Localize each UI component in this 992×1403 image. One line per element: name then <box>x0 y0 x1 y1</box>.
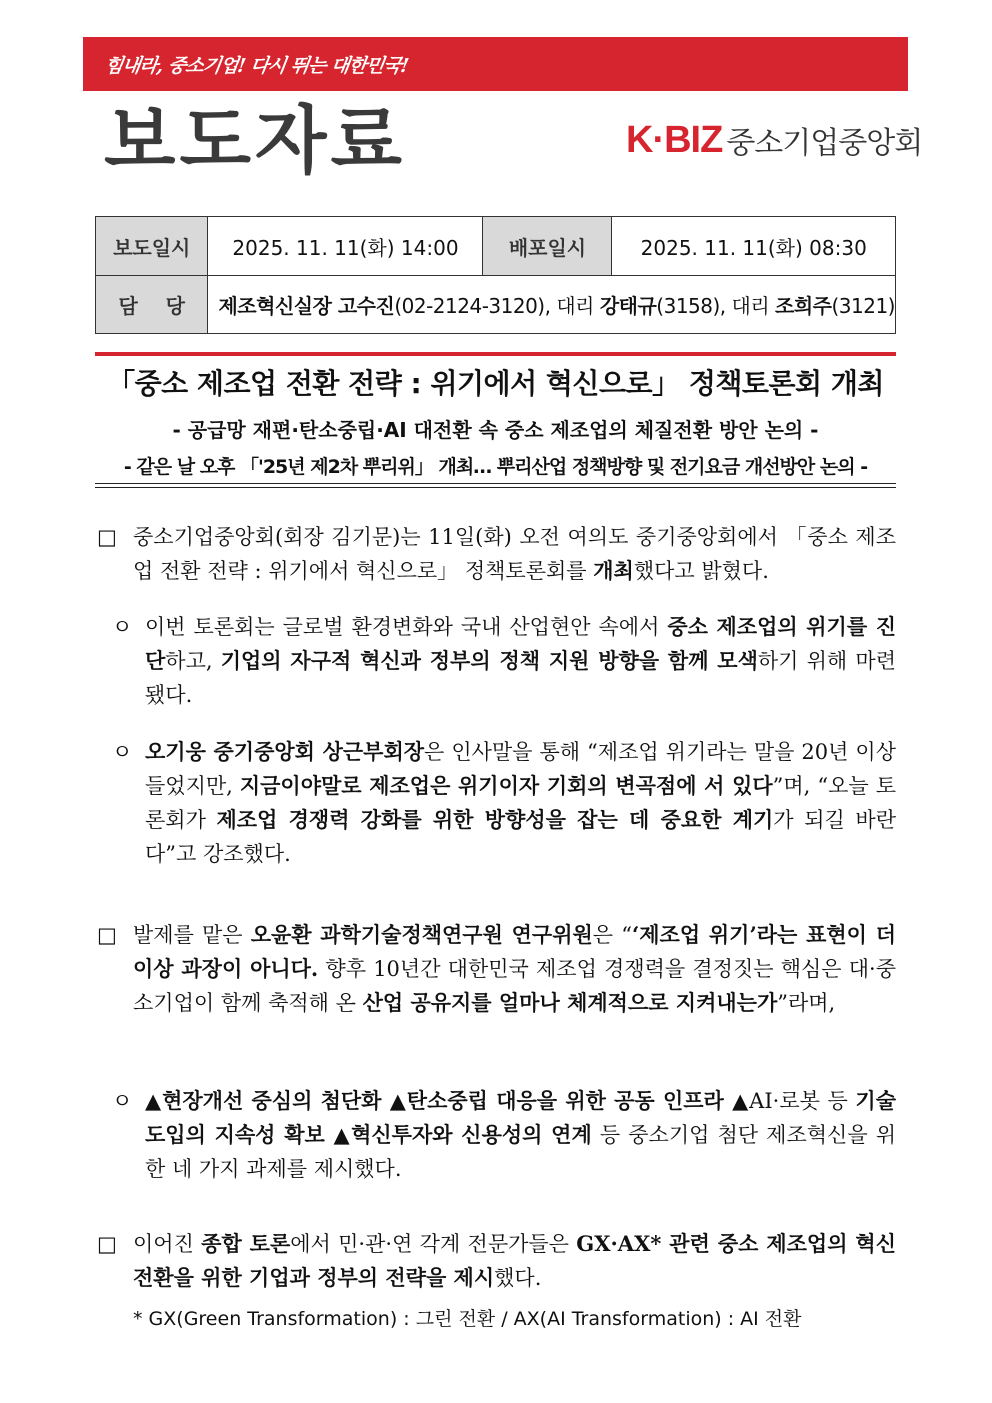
contact-2: 강태규 <box>599 294 657 318</box>
circle-bullet: ㅇ <box>112 615 133 639</box>
kbiz-logo <box>626 116 922 164</box>
page-title: 보도자료 <box>104 98 406 184</box>
paragraph-4: 발제를 맡은 오윤환 과학기술정책연구원 연구위원은 “‘제조업 위기’라는 표현이 더 이상 과장이 아니다. 향후 10년간 대한민국 제조업 경쟁력을 결정짓는 핵심은 대·중소기업이 함께 축적해 온 산업 공유지를 얼마나 체계적으로 지켜내는가”라며, <box>133 922 897 1015</box>
red-divider <box>95 352 896 356</box>
divider-line <box>95 487 896 488</box>
top-banner <box>83 37 908 91</box>
release-date-label: 보도일시 <box>96 217 208 276</box>
subheadline-2: - 같은 날 오후 「'25년 제2차 뿌리위」 개최… 뿌리산업 정책방향 및 전기요금 개선방안 논의 - <box>123 456 868 478</box>
circle-bullet: ㅇ <box>112 1089 133 1113</box>
paragraph-6: 이어진 종합 토론에서 민·관·연 각계 전문가들은 GX·AX* 관련 중소 제조업의 혁신 전환을 위한 기업과 정부의 전략을 제시했다. <box>133 1231 896 1290</box>
contact-info: 제조혁신실장 고수진(02-2124-3120), 대리 강태규(3158), 대리 조희주(3121) <box>208 276 896 334</box>
box-bullet: □ <box>97 525 117 549</box>
logo-mark: K·BIZ <box>626 118 723 161</box>
box-bullet: □ <box>97 1232 117 1256</box>
paragraph-5: ▲현장개선 중심의 첨단화 ▲탄소중립 대응을 위한 공동 인프라 ▲AI·로봇 등 기술도입의 지속성 확보 ▲혁신투자와 신용성의 연계 등 중소기업 첨단 제조혁신을 위한 네 가지 과제를 제시했다. <box>145 1088 897 1181</box>
divider-line <box>95 483 896 484</box>
paragraph-2: 이번 토론회는 글로벌 환경변화와 국내 산업현안 속에서 중소 제조업의 위기를 진단하고, 기업의 자구적 혁신과 정부의 정책 지원 방향을 함께 모색하기 위해 마련됐다. <box>145 614 896 707</box>
banner-slogan: 힘내라, 중소기업! 다시 뛰는 대한민국! <box>103 55 410 77</box>
release-date-value: 2025. 11. 11(화) 14:00 <box>208 217 483 276</box>
subheadline-1: - 공급망 재편·탄소중립·AI 대전환 속 중소 제조업의 체질전환 방안 논의 - <box>172 418 819 442</box>
footnote: * GX(Green Transformation) : 그린 전환 / AX(AI Transformation) : AI 전환 <box>133 1308 802 1330</box>
circle-bullet: ㅇ <box>112 740 133 764</box>
release-info-table <box>95 216 896 334</box>
paragraph-1: 중소기업중앙회(회장 김기문)는 11일(화) 오전 여의도 중기중앙회에서 「중소 제조업 전환 전략 : 위기에서 혁신으로」 정책토론회를 개최했다고 밝혔다. <box>133 525 896 583</box>
contact-3: 조희주 <box>775 294 832 318</box>
distribute-date-value: 2025. 11. 11(화) 08:30 <box>612 217 896 276</box>
contact-label: 담 당 <box>96 276 208 334</box>
logo-org-name: 중소기업중앙회 <box>726 126 923 161</box>
paragraph-3: 오기웅 중기중앙회 상근부회장은 인사말을 통해 “제조업 위기라는 말을 20년 이상 들었지만, 지금이야말로 제조업은 위기이자 기회의 변곡점에 서 있다”며, “오늘 토론회가 제조업 경쟁력 강화를 위한 방향성을 잡는 데 중요한 계기가 되길 바란다”고 강조했다. <box>145 739 896 866</box>
contact-1: 제조혁신실장 고수진 <box>218 294 395 318</box>
headline: 「중소 제조업 전환 전략 : 위기에서 혁신으로」 정책토론회 개최 <box>107 367 884 400</box>
distribute-date-label: 배포일시 <box>483 217 612 276</box>
box-bullet: □ <box>97 923 117 947</box>
